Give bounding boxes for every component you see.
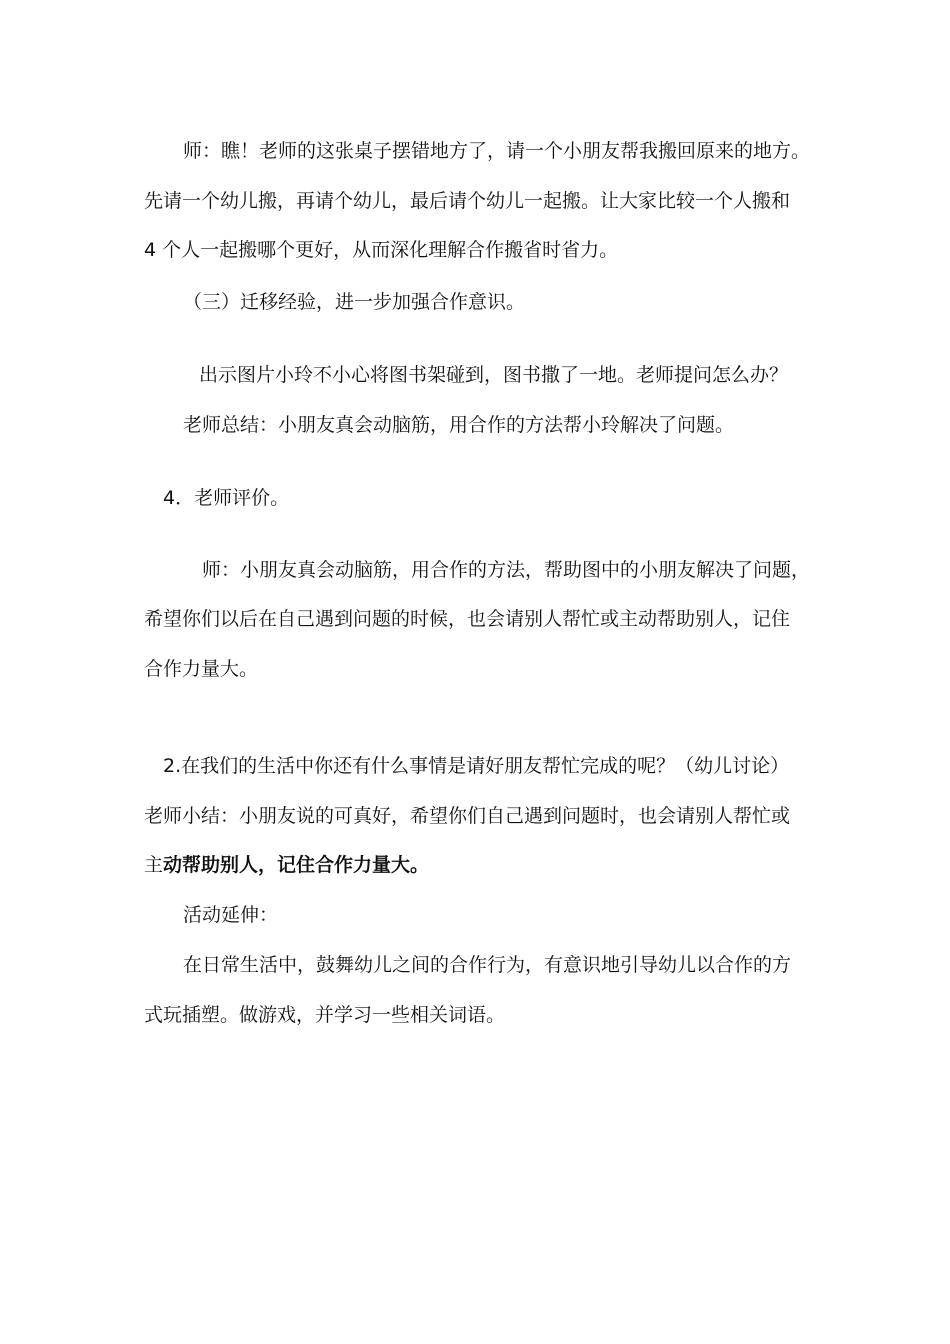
- paragraph-line-3: 4 个人一起搬哪个更好，从而深化理解合作搬省时省力。: [144, 239, 619, 261]
- summary-line-2: [144, 852, 429, 878]
- summary-emphasis: 动帮助别人，记住合作力量大。: [163, 854, 430, 876]
- paragraph-line-5: 老师总结：小朋友真会动脑筋，用合作的方法帮小玲解决了问题。: [183, 414, 735, 436]
- question-line: 2.在我们的生活中你还有什么事情是请好朋友帮忙完成的呢？（幼儿讨论）: [163, 755, 790, 777]
- paragraph-line-6: 师：小朋友真会动脑筋，用合作的方法，帮助图中的小朋友解决了问题，: [202, 559, 811, 581]
- paragraph-line-2: 先请一个幼儿搬，再请个幼儿，最后请个幼儿一起搬。让大家比较一个人搬和: [144, 190, 791, 212]
- paragraph-line-1: 师：瞧！老师的这张桌子摆错地方了，请一个小朋友帮我搬回原来的地方。: [183, 140, 811, 162]
- paragraph-line-7: 希望你们以后在自己遇到问题的时候，也会请别人帮忙或主动帮助别人，记住: [144, 608, 791, 630]
- extension-line-2: 式玩插塑。做游戏，并学习一些相关词语。: [144, 1004, 506, 1026]
- summary-line-1: 老师小结：小朋友说的可真好，希望你们自己遇到问题时，也会请别人帮忙或: [144, 805, 791, 827]
- paragraph-line-4: 出示图片小玲不小心将图书架碰到，图书撒了一地。老师提问怎么办？: [199, 364, 789, 386]
- paragraph-line-8: 合作力量大。: [144, 658, 259, 680]
- section-heading-3: （三）迁移经验，进一步加强合作意识。: [183, 291, 526, 313]
- summary-prefix: 主: [144, 854, 164, 876]
- extension-line-1: 在日常生活中，鼓舞幼儿之间的合作行为，有意识地引导幼儿以合作的方: [183, 954, 792, 976]
- extension-heading: 活动延伸：: [183, 904, 279, 926]
- section-heading-4: 4．老师评价。: [163, 487, 290, 509]
